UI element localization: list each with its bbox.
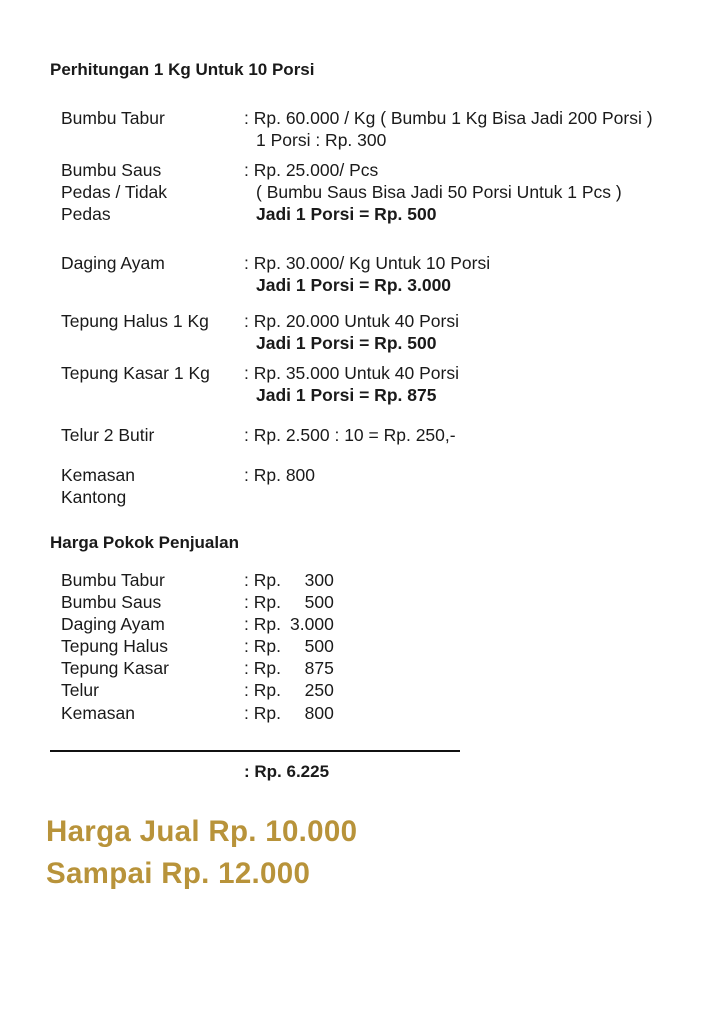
currency-prefix: : Rp. — [244, 658, 281, 678]
item-value-bumbu-saus-line3: Jadi 1 Porsi = Rp. 500 — [256, 204, 437, 224]
item-label-telur: Telur 2 Butir — [61, 425, 155, 445]
cost-value-tepung-kasar — [244, 657, 334, 679]
cost-label-kemasan: Kemasan — [61, 703, 135, 723]
cost-label-daging-ayam: Daging Ayam — [61, 614, 165, 634]
cost-value-bumbu-tabur — [244, 569, 334, 591]
section-title-cost-price: Harga Pokok Penjualan — [50, 533, 239, 552]
item-value-daging-ayam-line2: Jadi 1 Porsi = Rp. 3.000 — [256, 275, 452, 295]
cost-amount: 500 — [304, 592, 334, 612]
currency-prefix: : Rp. — [244, 680, 281, 700]
item-value-kemasan: : Rp. 800 — [244, 465, 316, 485]
cost-amount: 500 — [304, 636, 334, 656]
currency-prefix: : Rp. — [244, 614, 281, 634]
item-value-tepung-kasar-line1: : Rp. 35.000 Untuk 40 Porsi — [244, 363, 459, 383]
cost-label-bumbu-saus: Bumbu Saus — [61, 592, 162, 612]
cost-value-tepung-halus — [244, 635, 334, 657]
item-label-daging-ayam: Daging Ayam — [61, 253, 165, 273]
cost-label-tepung-kasar: Tepung Kasar — [61, 658, 169, 678]
cost-amount: 800 — [304, 703, 334, 723]
cost-label-tepung-halus: Tepung Halus — [61, 636, 169, 656]
cost-label-bumbu-tabur: Bumbu Tabur — [61, 570, 165, 590]
section-title-calculation: Perhitungan 1 Kg Untuk 10 Porsi — [50, 60, 315, 79]
currency-prefix: : Rp. — [244, 703, 281, 723]
cost-value-daging-ayam — [244, 613, 334, 635]
item-label-tepung-kasar: Tepung Kasar 1 Kg — [61, 363, 210, 383]
item-label-bumbu-saus: Bumbu Saus Pedas / Tidak Pedas — [61, 160, 168, 224]
cost-value-telur — [244, 679, 334, 701]
item-value-bumbu-tabur-line1: : Rp. 60.000 / Kg ( Bumbu 1 Kg Bisa Jadi 200 Porsi ) — [244, 108, 653, 128]
item-value-telur: : Rp. 2.500 : 10 = Rp. 250,- — [244, 425, 456, 445]
item-label-kemasan: Kemasan Kantong — [61, 465, 135, 507]
selling-price-line2: Sampai Rp. 12.000 — [46, 857, 311, 890]
item-value-daging-ayam-line1: : Rp. 30.000/ Kg Untuk 10 Porsi — [244, 253, 491, 273]
total-divider — [50, 750, 460, 752]
currency-prefix: : Rp. — [244, 636, 281, 656]
cost-total: : Rp. 6.225 — [244, 762, 330, 781]
cost-label-telur: Telur — [61, 680, 99, 700]
item-label-tepung-halus: Tepung Halus 1 Kg — [61, 311, 209, 331]
currency-prefix: : Rp. — [244, 570, 281, 590]
item-value-bumbu-saus-line2: ( Bumbu Saus Bisa Jadi 50 Porsi Untuk 1 Pcs ) — [256, 182, 622, 202]
item-value-bumbu-saus-line1: : Rp. 25.000/ Pcs — [244, 160, 379, 180]
item-value-tepung-kasar-line2: Jadi 1 Porsi = Rp. 875 — [256, 385, 437, 405]
item-value-tepung-halus-line2: Jadi 1 Porsi = Rp. 500 — [256, 333, 437, 353]
item-label-bumbu-tabur: Bumbu Tabur — [61, 108, 165, 128]
currency-prefix: : Rp. — [244, 592, 281, 612]
cost-amount: 875 — [304, 658, 334, 678]
cost-amount: 3.000 — [290, 614, 334, 634]
item-value-bumbu-tabur-line2: 1 Porsi : Rp. 300 — [256, 130, 387, 150]
cost-value-kemasan — [244, 702, 334, 724]
cost-value-bumbu-saus — [244, 591, 334, 613]
selling-price-line1: Harga Jual Rp. 10.000 — [46, 815, 358, 848]
item-value-tepung-halus-line1: : Rp. 20.000 Untuk 40 Porsi — [244, 311, 459, 331]
cost-amount: 300 — [304, 570, 334, 590]
cost-amount: 250 — [304, 680, 334, 700]
